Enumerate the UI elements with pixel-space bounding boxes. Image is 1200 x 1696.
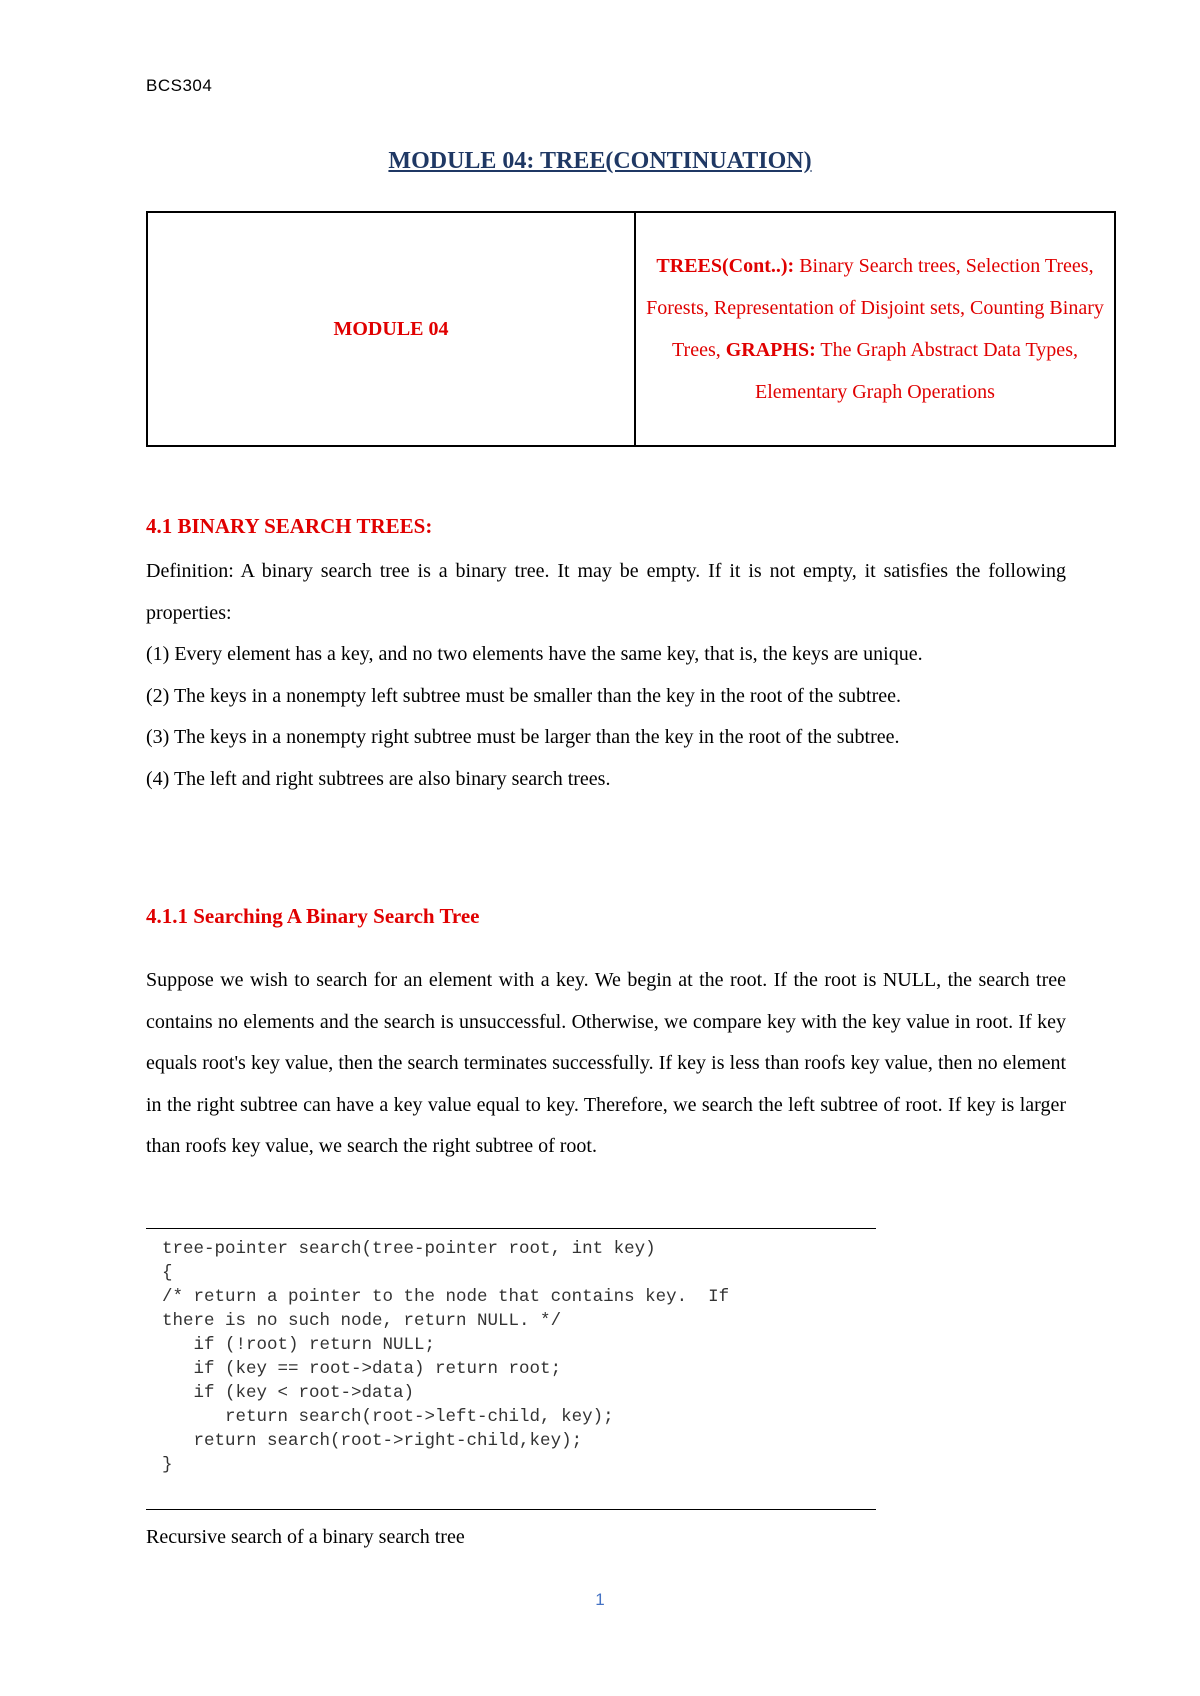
module-table — [146, 211, 1116, 447]
bst-property-1: (1) Every element has a key, and no two elements have the same key, that is, the keys are unique. — [146, 643, 923, 665]
page-title: MODULE 04: TREE(CONTINUATION) — [388, 148, 812, 174]
section-heading-4-1: 4.1 BINARY SEARCH TREES: — [146, 514, 433, 538]
trees-topics: Binary Search trees, Selection Trees, Forests, Representation of Disjoint sets, Counting Binary Trees, — [646, 255, 1104, 361]
bst-property-3: (3) The keys in a nonempty right subtree must be larger than the key in the root of the subtree. — [146, 726, 900, 748]
code-listing — [146, 1228, 876, 1510]
module-topics — [635, 212, 1115, 446]
section-heading-4-1-1: 4.1.1 Searching A Binary Search Tree — [146, 904, 480, 928]
graphs-topics: The Graph Abstract Data Types, Elementary Graph Operations — [755, 339, 1078, 403]
bst-property-4: (4) The left and right subtrees are also binary search trees. — [146, 767, 611, 790]
bst-definition: Definition: A binary search tree is a binary tree. It may be empty. If it is not empty, it satisfies the following properties: — [146, 560, 1066, 624]
code-caption: Recursive search of a binary search tree — [146, 1526, 465, 1548]
page-number: 1 — [595, 1590, 605, 1609]
bst-definition-block — [146, 551, 1066, 800]
search-code: tree-pointer search(tree-pointer root, int key) { /* return a pointer to the node that contains key. If there is no such node, return NULL. */ if (!root) return NULL; if (key == root->data) return root; if (key < root->data) return search(root->left-child, key); return search(root->right-child,key); } — [162, 1239, 730, 1475]
course-code: BCS304 — [146, 76, 213, 95]
trees-label: TREES(Cont..): — [656, 255, 795, 277]
graphs-label: GRAPHS: — [725, 339, 816, 361]
search-explanation — [146, 960, 1066, 1168]
search-body: Suppose we wish to search for an element with a key. We begin at the root. If the root is NULL, the search tree contains no elements and the search is unsuccessful. Otherwise, we compare key with the key value in root. If key equals root's key value, then the search terminates successfully. If key is less than roofs key value, then no element in the right subtree can have a key value equal to key. Therefore, we search the left subtree of root. If key is larger than roofs key value, we search the right subtree of root. — [146, 969, 1066, 1157]
module-label: MODULE 04 — [147, 212, 635, 446]
bst-property-2: (2) The keys in a nonempty left subtree must be smaller than the key in the root of the subtree. — [146, 684, 901, 707]
